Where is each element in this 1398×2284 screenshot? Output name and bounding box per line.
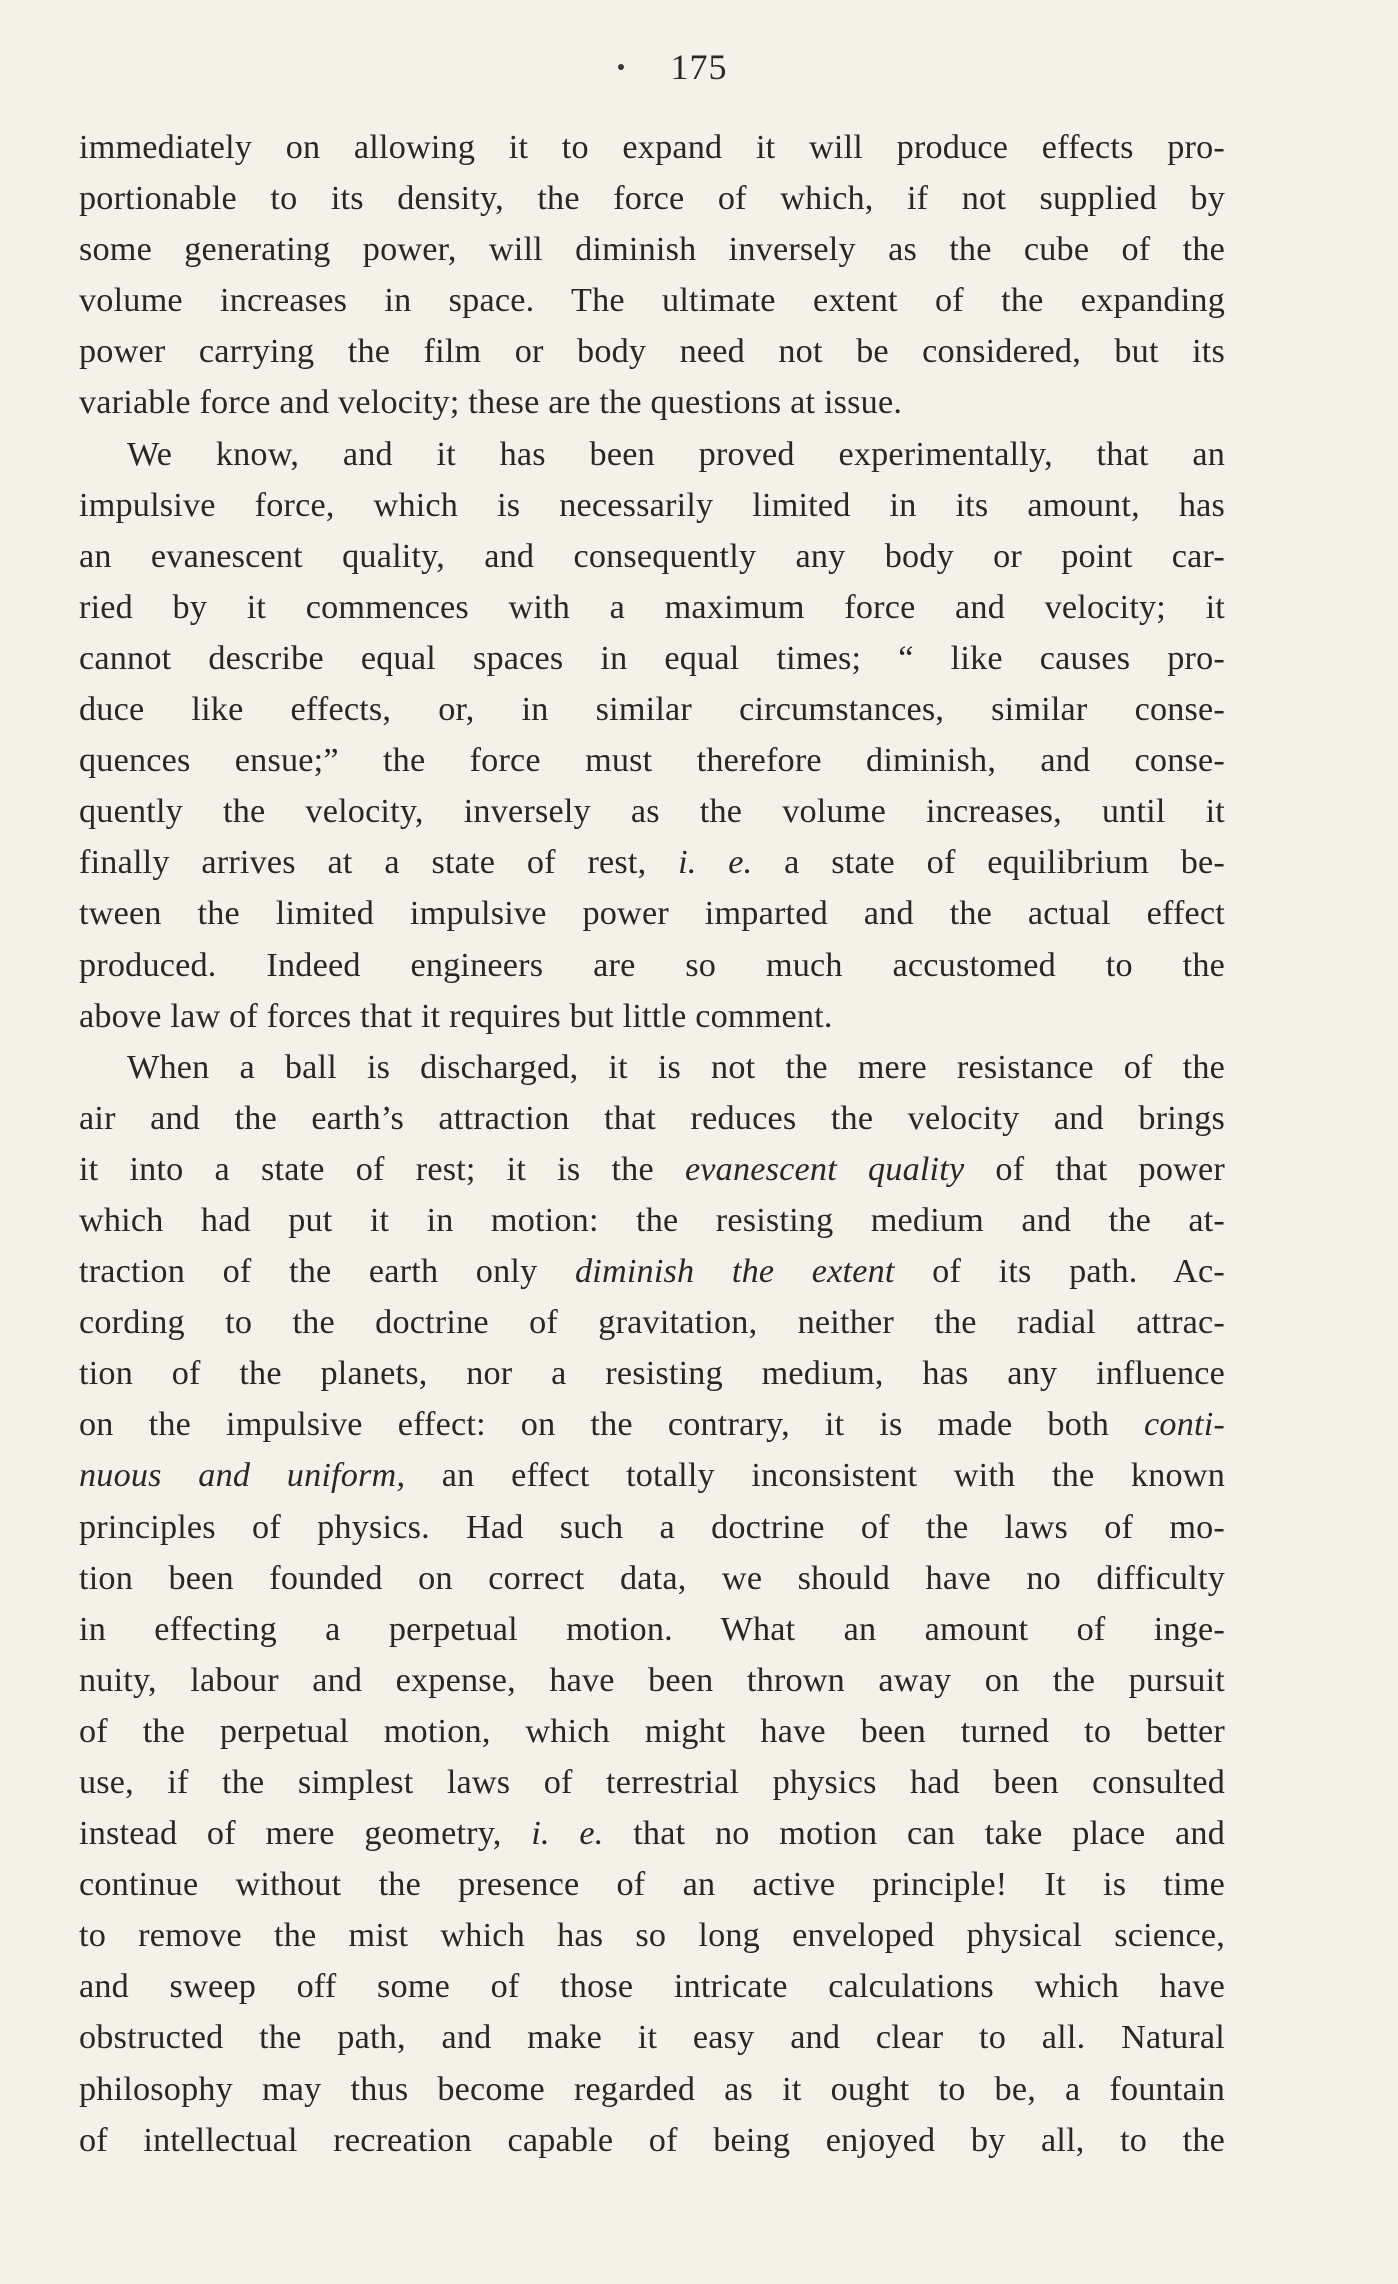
text-segment: power carrying the film or body need not be considered, but its (79, 333, 1225, 371)
text-segment: some generating power, will diminish inversely as the cube of the (79, 231, 1225, 269)
text-line (79, 837, 1225, 888)
text-segment: continue without the presence of an active principle! It is time (79, 1866, 1225, 1904)
text-line (79, 735, 1225, 786)
text-segment: an effect totally inconsistent with the known (405, 1457, 1225, 1495)
text-line (79, 326, 1225, 377)
italic-text: evanescent quality (684, 1150, 965, 1188)
text-line (79, 224, 1225, 275)
text-line (79, 122, 1225, 173)
text-line (79, 1706, 1225, 1757)
text-line (79, 531, 1225, 582)
text-line (79, 1093, 1225, 1144)
text-segment: of intellectual recreation capable of being enjoyed by all, to the (79, 2121, 1225, 2159)
italic-text: i. e. (531, 1815, 604, 1853)
text-segment: portionable to its density, the force of which, if not supplied by (79, 180, 1225, 218)
text-segment: nuity, labour and expense, have been thrown away on the pursuit (79, 1661, 1225, 1699)
text-segment: tween the limited impulsive power imparted and the actual effect (79, 895, 1225, 933)
text-line (79, 1553, 1225, 1604)
text-segment: which had put it in motion: the resisting medium and the at- (79, 1201, 1225, 1239)
text-segment: cording to the doctrine of gravitation, neither the radial attrac- (79, 1304, 1225, 1342)
text-segment: principles of physics. Had such a doctrine of the laws of mo- (79, 1508, 1225, 1546)
italic-text: nuous and uniform, (79, 1457, 406, 1495)
text-segment: tion of the planets, nor a resisting medium, has any influence (79, 1355, 1225, 1393)
text-segment: to remove the mist which has so long enveloped physical science, (79, 1917, 1225, 1955)
text-line (79, 2064, 1225, 2115)
text-line (79, 275, 1225, 326)
text-line (79, 377, 1225, 428)
body-text (79, 122, 1225, 2166)
text-line (79, 173, 1225, 224)
text-segment: an evanescent quality, and consequently any body or point car- (79, 537, 1225, 575)
text-segment: of that power (964, 1150, 1225, 1188)
text-segment: air and the earth’s attraction that reduces the velocity and brings (79, 1099, 1225, 1137)
text-segment: above law of forces that it requires but little comment. (79, 997, 833, 1035)
text-segment: use, if the simplest laws of terrestrial physics had been consulted (79, 1764, 1225, 1801)
text-segment: and sweep off some of those intricate calculations which have (79, 1968, 1225, 2006)
text-line (79, 582, 1225, 633)
text-line (79, 786, 1225, 837)
text-line (79, 1399, 1225, 1450)
text-segment: quences ensue;” the force must therefore diminish, and conse- (79, 742, 1225, 780)
text-line (79, 1348, 1225, 1399)
text-line (79, 1910, 1225, 1961)
text-segment: on the impulsive effect: on the contrary, it is made both (79, 1406, 1145, 1444)
text-line (79, 2012, 1225, 2063)
italic-text: diminish the extent (574, 1253, 895, 1291)
text-segment: obstructed the path, and make it easy and clear to all. Natural (79, 2019, 1225, 2057)
text-line (79, 1502, 1225, 1553)
text-segment: duce like effects, or, in similar circumstances, similar conse- (79, 691, 1225, 729)
text-line (79, 633, 1225, 684)
text-line (79, 1450, 1225, 1501)
text-segment: immediately on allowing it to expand it will produce effects pro- (79, 129, 1225, 166)
text-segment: When a ball is discharged, it is not the mere resistance of the (127, 1048, 1225, 1086)
text-line (79, 1961, 1225, 2012)
text-line (79, 888, 1225, 939)
text-segment: produced. Indeed engineers are so much accustomed to the (79, 946, 1225, 984)
text-segment: traction of the earth only (79, 1253, 575, 1291)
italic-text: i. e. (678, 844, 753, 882)
text-line (79, 1604, 1225, 1655)
text-segment: philosophy may thus become regarded as it ought to be, a fountain (79, 2070, 1225, 2108)
text-segment: finally arrives at a state of rest, (79, 844, 679, 882)
text-segment: ried by it commences with a maximum force and velocity; it (79, 588, 1225, 626)
text-segment: cannot describe equal spaces in equal times; “ like causes pro- (79, 639, 1225, 677)
text-line (79, 1144, 1225, 1195)
text-line (79, 1195, 1225, 1246)
text-segment: of its path. Ac- (894, 1253, 1225, 1291)
text-line (79, 1655, 1225, 1706)
text-segment: of the perpetual motion, which might have been turned to better (79, 1712, 1225, 1750)
text-line (79, 480, 1225, 531)
text-segment: in effecting a perpetual motion. What an amount of inge- (79, 1610, 1225, 1648)
text-segment: variable force and velocity; these are the questions at issue. (79, 384, 903, 422)
italic-text: conti- (1144, 1406, 1225, 1444)
text-segment: that no motion can take place and (603, 1815, 1225, 1853)
text-line (79, 991, 1225, 1042)
text-line (79, 1297, 1225, 1348)
text-segment: volume increases in space. The ultimate extent of the expanding (79, 282, 1225, 320)
text-line (79, 1859, 1225, 1910)
text-segment: instead of mere geometry, (79, 1815, 532, 1853)
text-line (79, 2115, 1225, 2166)
text-segment: We know, and it has been proved experimentally, that an (127, 435, 1225, 473)
text-line (79, 684, 1225, 735)
text-segment: a state of equilibrium be- (752, 844, 1225, 882)
text-segment: quently the velocity, inversely as the volume increases, until it (79, 793, 1225, 831)
text-segment: impulsive force, which is necessarily limited in its amount, has (79, 486, 1225, 524)
text-line (79, 1246, 1225, 1297)
text-line (79, 1042, 1225, 1093)
text-segment: it into a state of rest; it is the (79, 1150, 685, 1188)
text-line (79, 1808, 1225, 1859)
page-number: 175 (670, 47, 728, 87)
text-segment: tion been founded on correct data, we should have no difficulty (79, 1559, 1225, 1597)
text-line (79, 940, 1225, 991)
text-line (79, 429, 1225, 480)
text-line (79, 1757, 1225, 1808)
